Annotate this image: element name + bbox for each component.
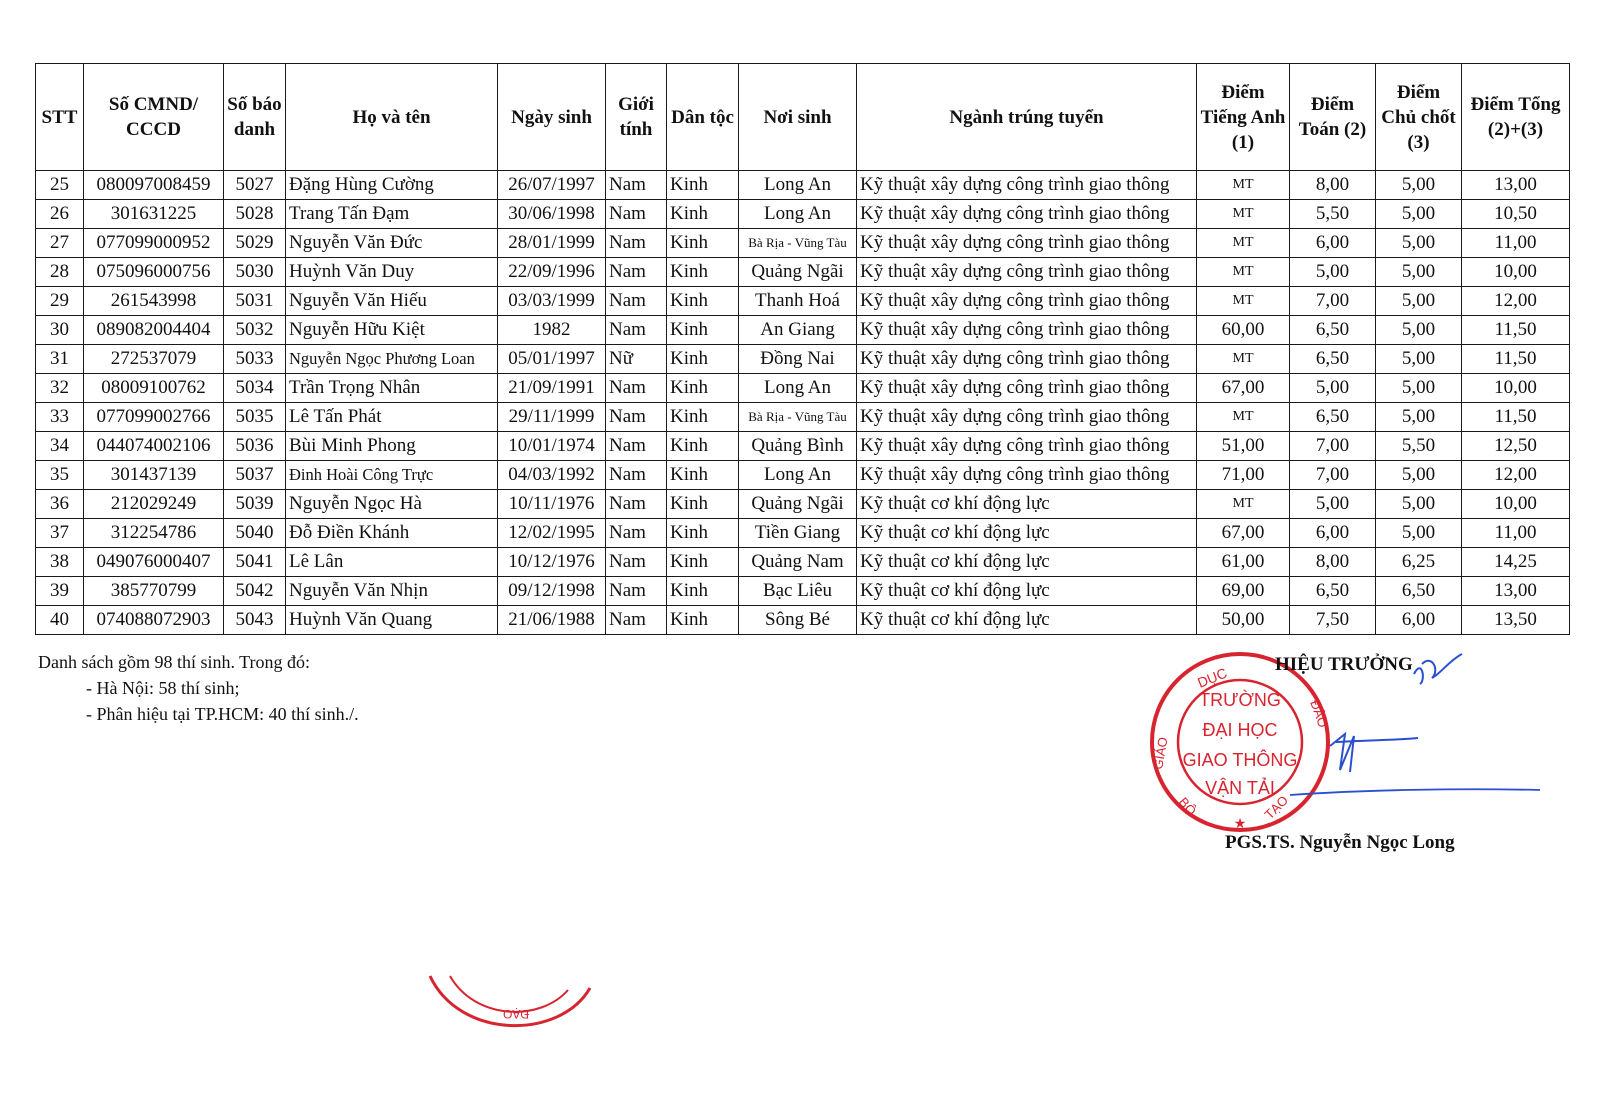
col-core-score-header: Điểm Chủ chốt (3) [1376, 64, 1462, 171]
col-core-score-cell: 5,00 [1376, 200, 1462, 229]
summary-total: Danh sách gồm 98 thí sinh. Trong đó: [38, 652, 311, 672]
col-total-score-cell: 10,00 [1462, 374, 1570, 403]
col-gender-cell: Nam [606, 606, 667, 635]
col-ethnicity-cell: Kinh [667, 316, 739, 345]
col-total-score-cell: 14,25 [1462, 548, 1570, 577]
table-row [36, 374, 1570, 403]
col-birth-date-cell: 10/11/1976 [498, 490, 606, 519]
col-total-score-cell: 11,50 [1462, 403, 1570, 432]
col-core-score-cell: 5,00 [1376, 461, 1462, 490]
col-birth-date-cell: 10/01/1974 [498, 432, 606, 461]
col-total-score-cell: 10,00 [1462, 258, 1570, 287]
col-english-score-cell: 67,00 [1197, 374, 1290, 403]
col-id-number-cell: 312254786 [84, 519, 224, 548]
seal-line-4: VẬN TẢI [1205, 778, 1275, 798]
col-stt-cell: 37 [36, 519, 84, 548]
col-ethnicity-cell: Kinh [667, 490, 739, 519]
col-ethnicity-cell: Kinh [667, 403, 739, 432]
table-row [36, 200, 1570, 229]
col-gender-cell: Nam [606, 548, 667, 577]
col-core-score-cell: 5,00 [1376, 403, 1462, 432]
table-row [36, 432, 1570, 461]
col-candidate-number-cell: 5037 [224, 461, 286, 490]
summary-hcm: - Phân hiệu tại TP.HCM: 40 thí sinh./. [86, 704, 359, 724]
seal-line-1: TRƯỜNG [1199, 690, 1281, 710]
col-ethnicity-cell: Kinh [667, 606, 739, 635]
col-ethnicity-cell: Kinh [667, 171, 739, 200]
table-row [36, 548, 1570, 577]
col-candidate-number-cell: 5035 [224, 403, 286, 432]
col-core-score-cell: 5,00 [1376, 171, 1462, 200]
col-birthplace-cell: Bạc Liêu [739, 577, 857, 606]
col-birthplace-cell: Quảng Bình [739, 432, 857, 461]
col-core-score-cell: 5,00 [1376, 316, 1462, 345]
col-major-cell: Kỹ thuật cơ khí động lực [857, 519, 1197, 548]
col-stt-cell: 38 [36, 548, 84, 577]
col-english-score-cell: 51,00 [1197, 432, 1290, 461]
col-ethnicity-cell: Kinh [667, 229, 739, 258]
col-id-number-cell: 212029249 [84, 490, 224, 519]
col-gender-cell: Nam [606, 403, 667, 432]
col-math-score-cell: 7,00 [1290, 461, 1376, 490]
col-candidate-number-cell: 5033 [224, 345, 286, 374]
col-core-score-cell: 5,00 [1376, 287, 1462, 316]
table-row [36, 490, 1570, 519]
table-row [36, 577, 1570, 606]
col-birthplace-cell: Bà Rịa - Vũng Tàu [739, 229, 857, 258]
col-math-score-cell: 7,00 [1290, 287, 1376, 316]
col-math-score-cell: 6,50 [1290, 577, 1376, 606]
col-stt-cell: 26 [36, 200, 84, 229]
seal-ring-top: DỤC [1195, 664, 1230, 691]
col-english-score-cell: 71,00 [1197, 461, 1290, 490]
col-ethnicity-cell: Kinh [667, 519, 739, 548]
col-birthplace-cell: Quảng Ngãi [739, 258, 857, 287]
col-candidate-number-cell: 5034 [224, 374, 286, 403]
col-id-number-cell: 08009100762 [84, 374, 224, 403]
col-gender-cell: Nam [606, 316, 667, 345]
col-gender-cell: Nam [606, 577, 667, 606]
col-full-name-cell: Bùi Minh Phong [286, 432, 498, 461]
col-stt-cell: 34 [36, 432, 84, 461]
col-major-cell: Kỹ thuật xây dựng công trình giao thông [857, 374, 1197, 403]
col-candidate-number-cell: 5041 [224, 548, 286, 577]
col-english-score-cell: 50,00 [1197, 606, 1290, 635]
seal-line-2: ĐẠI HỌC [1202, 720, 1278, 740]
col-stt-cell: 40 [36, 606, 84, 635]
col-birthplace-header: Nơi sinh [739, 64, 857, 171]
col-full-name-cell: Huỳnh Văn Quang [286, 606, 498, 635]
col-gender-cell: Nam [606, 200, 667, 229]
col-math-score-cell: 5,00 [1290, 374, 1376, 403]
col-total-score-cell: 12,50 [1462, 432, 1570, 461]
col-math-score-cell: 7,50 [1290, 606, 1376, 635]
col-id-number-cell: 261543998 [84, 287, 224, 316]
col-birth-date-cell: 21/06/1988 [498, 606, 606, 635]
col-stt-cell: 31 [36, 345, 84, 374]
col-birth-date-cell: 1982 [498, 316, 606, 345]
handwritten-signature [1140, 650, 1600, 850]
col-major-cell: Kỹ thuật xây dựng công trình giao thông [857, 200, 1197, 229]
col-gender-cell: Nữ [606, 345, 667, 374]
col-stt-cell: 30 [36, 316, 84, 345]
col-gender-cell: Nam [606, 461, 667, 490]
col-major-cell: Kỹ thuật cơ khí động lực [857, 548, 1197, 577]
table-row [36, 345, 1570, 374]
col-id-number-header: Số CMND/ CCCD [84, 64, 224, 171]
summary-hanoi: - Hà Nội: 58 thí sinh; [86, 678, 240, 698]
seal-star-icon: ★ [1233, 817, 1247, 832]
signature-title: HIỆU TRƯỞNG [1275, 654, 1413, 675]
col-math-score-cell: 6,00 [1290, 229, 1376, 258]
col-birthplace-cell: Long An [739, 171, 857, 200]
col-core-score-cell: 5,00 [1376, 519, 1462, 548]
col-id-number-cell: 077099000952 [84, 229, 224, 258]
col-total-score-cell: 11,00 [1462, 229, 1570, 258]
col-major-cell: Kỹ thuật cơ khí động lực [857, 490, 1197, 519]
col-id-number-cell: 074088072903 [84, 606, 224, 635]
col-english-score-cell: 61,00 [1197, 548, 1290, 577]
col-total-score-cell: 12,00 [1462, 461, 1570, 490]
col-major-header: Ngành trúng tuyển [857, 64, 1197, 171]
col-total-score-cell: 11,50 [1462, 316, 1570, 345]
table-row [36, 258, 1570, 287]
col-id-number-cell: 080097008459 [84, 171, 224, 200]
col-core-score-cell: 6,50 [1376, 577, 1462, 606]
table-row [36, 171, 1570, 200]
col-ethnicity-cell: Kinh [667, 577, 739, 606]
col-birth-date-cell: 22/09/1996 [498, 258, 606, 287]
col-birth-date-cell: 29/11/1999 [498, 403, 606, 432]
col-id-number-cell: 044074002106 [84, 432, 224, 461]
col-candidate-number-cell: 5029 [224, 229, 286, 258]
col-core-score-cell: 5,00 [1376, 345, 1462, 374]
col-candidate-number-cell: 5030 [224, 258, 286, 287]
col-english-score-cell: 69,00 [1197, 577, 1290, 606]
col-birthplace-cell: Quảng Nam [739, 548, 857, 577]
partial-seal-text: ĐẠO [502, 1007, 530, 1021]
col-id-number-cell: 385770799 [84, 577, 224, 606]
col-full-name-cell: Trang Tấn Đạm [286, 200, 498, 229]
col-stt-cell: 39 [36, 577, 84, 606]
col-full-name-cell: Nguyễn Văn Đức [286, 229, 498, 258]
table-body [36, 171, 1570, 635]
col-candidate-number-cell: 5028 [224, 200, 286, 229]
table-row [36, 461, 1570, 490]
col-english-score-cell: MT [1197, 403, 1290, 432]
col-core-score-cell: 5,00 [1376, 490, 1462, 519]
col-birth-date-cell: 26/07/1997 [498, 171, 606, 200]
col-birth-date-cell: 05/01/1997 [498, 345, 606, 374]
col-full-name-header: Họ và tên [286, 64, 498, 171]
col-ethnicity-header: Dân tộc [667, 64, 739, 171]
col-id-number-cell: 049076000407 [84, 548, 224, 577]
col-birth-date-cell: 28/01/1999 [498, 229, 606, 258]
col-stt-cell: 25 [36, 171, 84, 200]
col-gender-cell: Nam [606, 258, 667, 287]
col-ethnicity-cell: Kinh [667, 200, 739, 229]
seal-ring-right: ĐÀO [1307, 697, 1331, 730]
col-full-name-cell: Nguyễn Văn Nhịn [286, 577, 498, 606]
col-birth-date-cell: 12/02/1995 [498, 519, 606, 548]
col-birth-date-cell: 30/06/1998 [498, 200, 606, 229]
table-header-row [36, 64, 1570, 171]
col-major-cell: Kỹ thuật xây dựng công trình giao thông [857, 316, 1197, 345]
col-stt-cell: 32 [36, 374, 84, 403]
col-ethnicity-cell: Kinh [667, 374, 739, 403]
col-english-score-cell: MT [1197, 258, 1290, 287]
col-core-score-cell: 5,00 [1376, 229, 1462, 258]
col-candidate-number-cell: 5040 [224, 519, 286, 548]
col-major-cell: Kỹ thuật xây dựng công trình giao thông [857, 432, 1197, 461]
col-total-score-cell: 13,50 [1462, 606, 1570, 635]
col-candidate-number-cell: 5042 [224, 577, 286, 606]
table-row [36, 519, 1570, 548]
signature-block [1140, 650, 1600, 910]
col-math-score-cell: 5,50 [1290, 200, 1376, 229]
col-major-cell: Kỹ thuật xây dựng công trình giao thông [857, 287, 1197, 316]
col-gender-cell: Nam [606, 171, 667, 200]
col-core-score-cell: 5,50 [1376, 432, 1462, 461]
col-id-number-cell: 089082004404 [84, 316, 224, 345]
col-birth-date-header: Ngày sinh [498, 64, 606, 171]
col-full-name-cell: Lê Tấn Phát [286, 403, 498, 432]
col-core-score-cell: 6,00 [1376, 606, 1462, 635]
col-math-score-cell: 8,00 [1290, 171, 1376, 200]
col-candidate-number-header: Số báo danh [224, 64, 286, 171]
col-major-cell: Kỹ thuật xây dựng công trình giao thông [857, 345, 1197, 374]
col-math-score-cell: 6,50 [1290, 345, 1376, 374]
seal-line-3: GIAO THÔNG [1182, 750, 1298, 770]
col-total-score-cell: 11,00 [1462, 519, 1570, 548]
col-ethnicity-cell: Kinh [667, 258, 739, 287]
col-gender-header: Giới tính [606, 64, 667, 171]
col-id-number-cell: 301631225 [84, 200, 224, 229]
col-birthplace-cell: Tiền Giang [739, 519, 857, 548]
col-birthplace-cell: An Giang [739, 316, 857, 345]
col-full-name-cell: Đỗ Điền Khánh [286, 519, 498, 548]
col-math-score-cell: 6,50 [1290, 403, 1376, 432]
col-major-cell: Kỹ thuật cơ khí động lực [857, 606, 1197, 635]
col-birth-date-cell: 10/12/1976 [498, 548, 606, 577]
col-total-score-cell: 11,50 [1462, 345, 1570, 374]
col-english-score-cell: MT [1197, 171, 1290, 200]
col-english-score-cell: MT [1197, 200, 1290, 229]
table-row [36, 403, 1570, 432]
col-ethnicity-cell: Kinh [667, 548, 739, 577]
col-birthplace-cell: Thanh Hoá [739, 287, 857, 316]
col-english-score-cell: MT [1197, 490, 1290, 519]
col-ethnicity-cell: Kinh [667, 432, 739, 461]
partial-seal [420, 970, 600, 1040]
col-math-score-cell: 6,50 [1290, 316, 1376, 345]
col-birth-date-cell: 04/03/1992 [498, 461, 606, 490]
col-english-score-cell: MT [1197, 345, 1290, 374]
col-english-score-cell: MT [1197, 229, 1290, 258]
col-major-cell: Kỹ thuật xây dựng công trình giao thông [857, 403, 1197, 432]
col-english-score-cell: 60,00 [1197, 316, 1290, 345]
col-birthplace-cell: Quảng Ngãi [739, 490, 857, 519]
col-math-score-header: Điểm Toán (2) [1290, 64, 1376, 171]
col-id-number-cell: 272537079 [84, 345, 224, 374]
col-ethnicity-cell: Kinh [667, 287, 739, 316]
col-major-cell: Kỹ thuật xây dựng công trình giao thông [857, 171, 1197, 200]
col-birth-date-cell: 21/09/1991 [498, 374, 606, 403]
col-total-score-cell: 10,00 [1462, 490, 1570, 519]
col-english-score-header: Điểm Tiếng Anh (1) [1197, 64, 1290, 171]
col-ethnicity-cell: Kinh [667, 461, 739, 490]
col-full-name-cell: Nguyễn Văn Hiếu [286, 287, 498, 316]
seal-ring-left: GIÁO [1150, 735, 1171, 771]
col-birthplace-cell: Bà Rịa - Vũng Tàu [739, 403, 857, 432]
col-full-name-cell: Trần Trọng Nhân [286, 374, 498, 403]
col-id-number-cell: 301437139 [84, 461, 224, 490]
col-core-score-cell: 5,00 [1376, 258, 1462, 287]
col-gender-cell: Nam [606, 519, 667, 548]
col-major-cell: Kỹ thuật cơ khí động lực [857, 577, 1197, 606]
col-id-number-cell: 077099002766 [84, 403, 224, 432]
col-birthplace-cell: Long An [739, 374, 857, 403]
col-total-score-header: Điểm Tổng (2)+(3) [1462, 64, 1570, 171]
col-id-number-cell: 075096000756 [84, 258, 224, 287]
col-math-score-cell: 5,00 [1290, 258, 1376, 287]
col-total-score-cell: 13,00 [1462, 171, 1570, 200]
col-english-score-cell: MT [1197, 287, 1290, 316]
col-candidate-number-cell: 5032 [224, 316, 286, 345]
col-full-name-cell: Lê Lân [286, 548, 498, 577]
table-row [36, 606, 1570, 635]
col-math-score-cell: 7,00 [1290, 432, 1376, 461]
col-english-score-cell: 67,00 [1197, 519, 1290, 548]
col-stt-cell: 33 [36, 403, 84, 432]
col-birth-date-cell: 09/12/1998 [498, 577, 606, 606]
col-full-name-cell: Đinh Hoài Công Trực [286, 461, 498, 490]
col-birthplace-cell: Long An [739, 200, 857, 229]
col-math-score-cell: 6,00 [1290, 519, 1376, 548]
col-gender-cell: Nam [606, 229, 667, 258]
col-core-score-cell: 5,00 [1376, 374, 1462, 403]
col-candidate-number-cell: 5043 [224, 606, 286, 635]
col-full-name-cell: Huỳnh Văn Duy [286, 258, 498, 287]
col-birthplace-cell: Long An [739, 461, 857, 490]
signatory-name: PGS.TS. Nguyễn Ngọc Long [1225, 832, 1455, 853]
col-candidate-number-cell: 5036 [224, 432, 286, 461]
table-row [36, 229, 1570, 258]
col-full-name-cell: Nguyễn Hữu Kiệt [286, 316, 498, 345]
col-total-score-cell: 13,00 [1462, 577, 1570, 606]
col-full-name-cell: Nguyễn Ngọc Hà [286, 490, 498, 519]
col-stt-cell: 35 [36, 461, 84, 490]
col-major-cell: Kỹ thuật xây dựng công trình giao thông [857, 258, 1197, 287]
col-total-score-cell: 12,00 [1462, 287, 1570, 316]
col-gender-cell: Nam [606, 374, 667, 403]
col-candidate-number-cell: 5031 [224, 287, 286, 316]
col-ethnicity-cell: Kinh [667, 345, 739, 374]
col-major-cell: Kỹ thuật xây dựng công trình giao thông [857, 229, 1197, 258]
col-full-name-cell: Đặng Hùng Cường [286, 171, 498, 200]
col-candidate-number-cell: 5027 [224, 171, 286, 200]
col-gender-cell: Nam [606, 490, 667, 519]
col-major-cell: Kỹ thuật xây dựng công trình giao thông [857, 461, 1197, 490]
seal-ring-bottom-right: TẠO [1261, 792, 1292, 823]
table-row [36, 287, 1570, 316]
col-stt-cell: 29 [36, 287, 84, 316]
col-birthplace-cell: Đồng Nai [739, 345, 857, 374]
col-candidate-number-cell: 5039 [224, 490, 286, 519]
col-total-score-cell: 10,50 [1462, 200, 1570, 229]
seal-ring-bottom-left: BỘ [1175, 794, 1200, 819]
col-stt-cell: 28 [36, 258, 84, 287]
col-full-name-cell: Nguyễn Ngọc Phương Loan [286, 345, 498, 374]
col-core-score-cell: 6,25 [1376, 548, 1462, 577]
col-stt-cell: 27 [36, 229, 84, 258]
col-math-score-cell: 5,00 [1290, 490, 1376, 519]
col-stt-cell: 36 [36, 490, 84, 519]
col-gender-cell: Nam [606, 432, 667, 461]
col-birth-date-cell: 03/03/1999 [498, 287, 606, 316]
col-math-score-cell: 8,00 [1290, 548, 1376, 577]
col-gender-cell: Nam [606, 287, 667, 316]
col-stt-header: STT [36, 64, 84, 171]
table-row [36, 316, 1570, 345]
results-table [35, 63, 1570, 635]
col-birthplace-cell: Sông Bé [739, 606, 857, 635]
